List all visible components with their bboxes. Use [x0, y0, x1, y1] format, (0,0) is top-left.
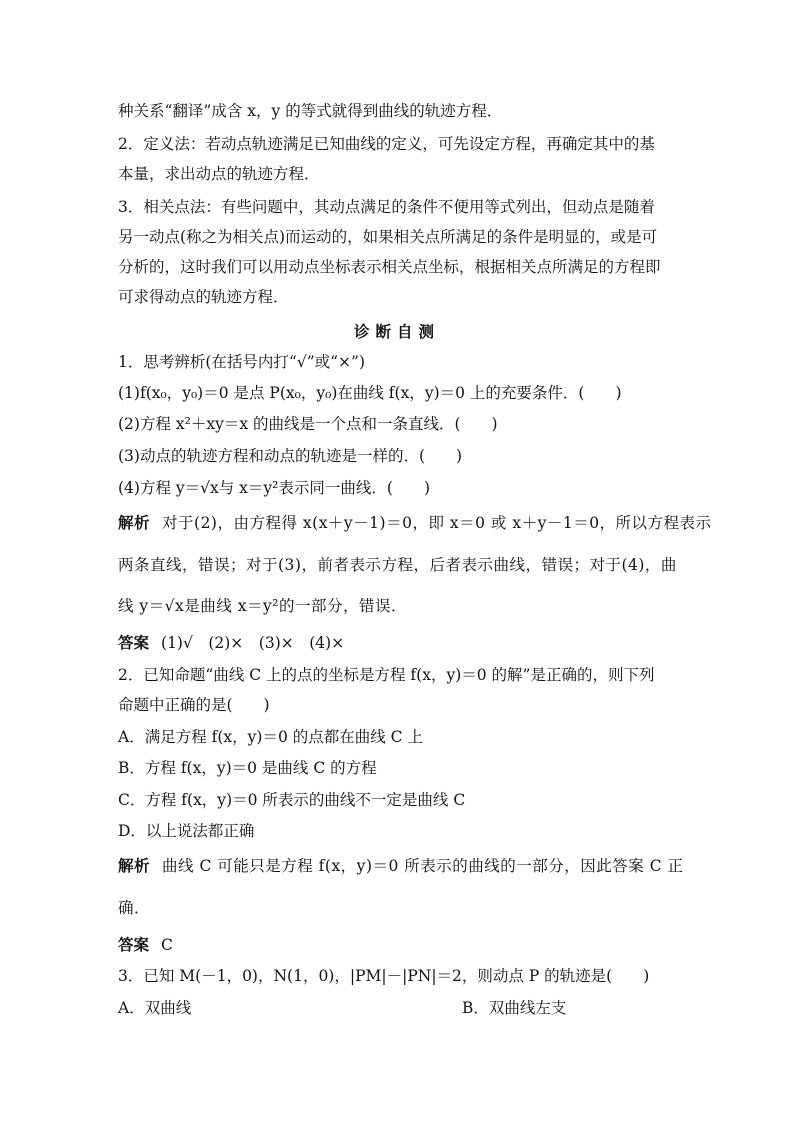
- method3-line-4: 可求得动点的轨迹方程．: [118, 288, 289, 306]
- q2-option-c: C．方程 f(x，y)＝0 所表示的曲线不一定是曲线 C: [118, 791, 466, 809]
- q2-option-d: D．以上说法都正确: [118, 822, 255, 840]
- method3-line-1: 3．相关点法：有些问题中，其动点满足的条件不便用等式列出，但动点是随着: [118, 198, 655, 216]
- q1-analysis-line-2: 两条直线，错误；对于(3)，前者表示方程，后者表示曲线，错误；对于(4)，曲: [118, 556, 677, 574]
- q1-item-1: (1)f(x₀，y₀)＝0 是点 P(x₀，y₀)在曲线 f(x，y)＝0 上的充要条件．( ): [118, 384, 622, 402]
- q1-stem: 1．思考辨析(在括号内打“√”或“×”): [118, 353, 366, 371]
- q3-option-a: A．双曲线: [118, 999, 192, 1017]
- section-title: 诊断自测: [353, 323, 440, 341]
- q2-answer: [118, 934, 678, 956]
- method3-line-2: 另一动点(称之为相关点)而运动的，如果相关点所满足的条件是明显的，或是可: [118, 228, 658, 246]
- q1-item-4: (4)方程 y＝√x与 x＝y²表示同一曲线．( ): [118, 479, 430, 497]
- q2-option-b: B．方程 f(x，y)＝0 是曲线 C 的方程: [118, 759, 377, 777]
- q1-item-3: (3)动点的轨迹方程和动点的轨迹是一样的．( ): [118, 447, 463, 465]
- q3-option-b: B．双曲线左支: [462, 999, 567, 1017]
- q2-analysis-text: 曲线 C 可能只是方程 f(x，y)＝0 所表示的曲线的一部分，因此答案 C 正: [162, 857, 684, 875]
- method2-line-2: 本量，求出动点的轨迹方程．: [118, 165, 320, 183]
- intro-line: 种关系“翻译”成含 x，y 的等式就得到曲线的轨迹方程．: [118, 102, 503, 120]
- q2-stem-line-2: 命题中正确的是( ): [118, 696, 270, 714]
- q1-item-2: (2)方程 x²＋xy＝x 的曲线是一个点和一条直线．( ): [118, 415, 498, 433]
- q1-analysis-line-3: 线 y＝√x是曲线 x＝y²的一部分，错误．: [118, 597, 407, 615]
- analysis-label: 解析: [118, 514, 151, 532]
- q2-option-a: A．满足方程 f(x，y)＝0 的点都在曲线 C 上: [118, 728, 423, 746]
- q3-stem: 3．已知 M(－1，0)，N(1，0)，|PM|－|PN|＝2，则动点 P 的轨迹是( ): [118, 967, 650, 985]
- q1-answer-text: (1)√ (2)× (3)× (4)×: [161, 634, 345, 652]
- q2-analysis-line-2: 确．: [118, 899, 151, 917]
- method2-line-1: 2．定义法：若动点轨迹满足已知曲线的定义，可先设定方程，再确定其中的基: [118, 135, 655, 153]
- q3-options: [118, 997, 678, 1019]
- q2-stem-line-1: 2．已知命题“曲线 C 上的点的坐标是方程 f(x，y)＝0 的解”是正确的，则下列: [118, 666, 655, 684]
- q2-answer-text: C: [161, 936, 173, 954]
- q1-analysis-text: 对于(2)，由方程得 x(x＋y－1)＝0，即 x＝0 或 x＋y－1＝0，所以方程表示: [162, 514, 712, 532]
- method3-line-3: 分析的，这时我们可以用动点坐标表示相关点坐标，根据相关点所满足的方程即: [118, 258, 661, 276]
- q1-analysis-line-1: [118, 512, 712, 534]
- q1-answer: [118, 632, 678, 654]
- answer-label: 答案: [118, 936, 150, 954]
- answer-label: 答案: [118, 634, 150, 652]
- q2-analysis-line-1: [118, 855, 684, 877]
- analysis-label: 解析: [118, 857, 151, 875]
